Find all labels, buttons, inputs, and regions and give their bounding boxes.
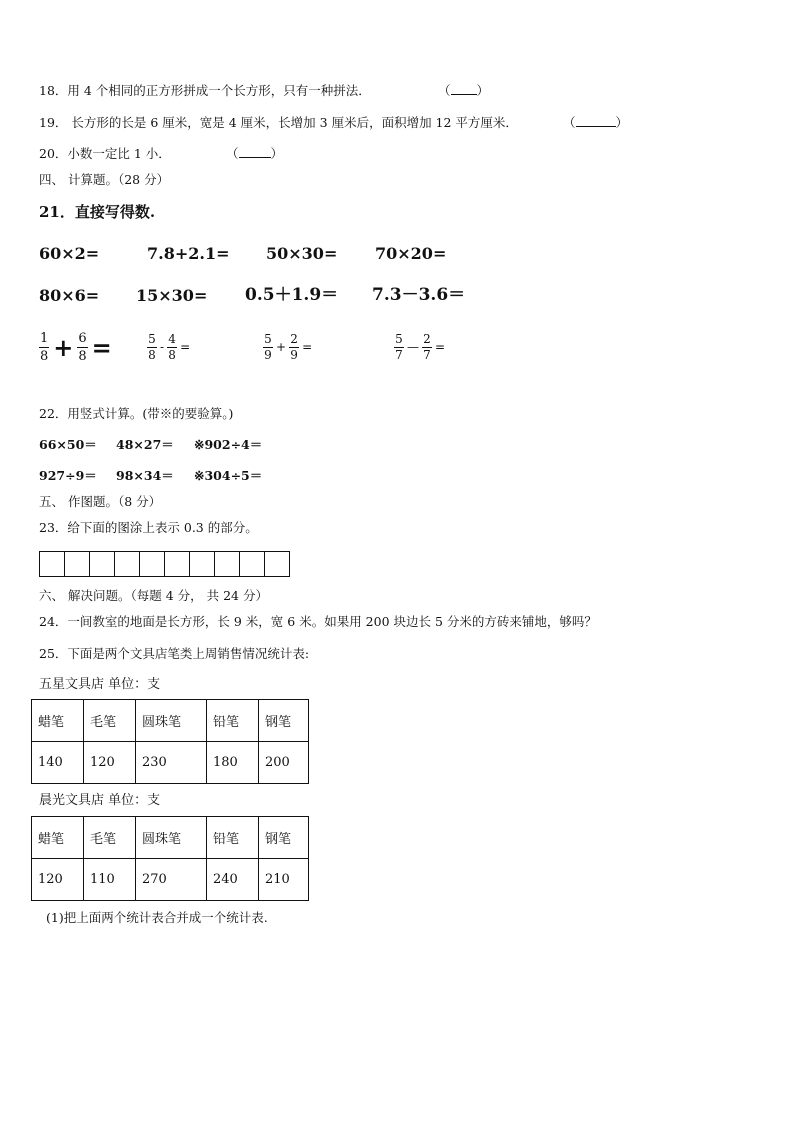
equals-sign: = [180, 340, 191, 354]
question-20-answer-slot[interactable]: （ ） [226, 146, 284, 161]
fraction-expression [38, 325, 115, 369]
table-header-row [32, 700, 309, 742]
vertical-calc-item: ※902÷4＝ [194, 437, 263, 452]
store1-table [31, 699, 309, 784]
fraction: $\frac{4}{8}$ [168, 331, 176, 362]
fraction: $\frac{6}{8}$ [78, 330, 87, 364]
value-cell: 120 [84, 742, 136, 784]
calc-item: 0.5＋1.9＝ [245, 285, 339, 305]
calc-item: 70×20= [375, 244, 447, 263]
header-cell: 蜡笔 [32, 700, 84, 742]
header-cell: 毛笔 [84, 700, 136, 742]
table-header-row [32, 817, 309, 859]
header-cell: 钢笔 [259, 817, 309, 859]
fraction: $\frac{5}{7}$ [395, 331, 403, 362]
fraction: $\frac{5}{9}$ [264, 331, 272, 362]
store2-caption: 晨光文具店 单位：支 [39, 793, 161, 808]
vertical-calc-item: 98×34＝ [116, 468, 174, 483]
value-cell: 200 [259, 742, 309, 784]
value-cell: 140 [32, 742, 84, 784]
calc-item: 60×2= [39, 244, 100, 263]
header-cell: 钢笔 [259, 700, 309, 742]
grid-cell[interactable] [264, 551, 290, 577]
grid-cell[interactable] [214, 551, 240, 577]
question-25-text: 25．下面是两个文具店笔类上周销售情况统计表: [39, 646, 310, 661]
fraction-expression [262, 325, 314, 369]
grid-cell[interactable] [189, 551, 215, 577]
store1-caption: 五星文具店 单位：支 [39, 677, 161, 692]
vertical-calc-item: 927÷9＝ [39, 468, 97, 483]
header-cell: 蜡笔 [32, 817, 84, 859]
fraction: $\frac{5}{8}$ [148, 331, 156, 362]
section-4-heading: 四、 计算题。（28 分） [39, 172, 170, 187]
question-18-text: 18．用 4 个相同的正方形拼成一个长方形，只有一种拼法． [39, 83, 371, 98]
value-cell: 270 [136, 859, 207, 901]
question-20-text: 20．小数一定比 1 小． [39, 146, 171, 161]
vertical-calc-item: 66×50＝ [39, 437, 97, 452]
operator: — [407, 340, 419, 354]
question-18-answer-slot[interactable]: （ ） [438, 83, 490, 98]
grid-cell[interactable] [39, 551, 65, 577]
fraction: $\frac{2}{9}$ [290, 331, 298, 362]
header-cell: 圆珠笔 [136, 817, 207, 859]
header-cell: 铅笔 [207, 817, 259, 859]
header-cell: 铅笔 [207, 700, 259, 742]
value-cell: 120 [32, 859, 84, 901]
operator: - [160, 340, 165, 354]
value-cell: 110 [84, 859, 136, 901]
grid-cell[interactable] [164, 551, 190, 577]
operator: + [53, 332, 74, 362]
grid-cell[interactable] [139, 551, 165, 577]
operator: + [276, 340, 287, 354]
question-19-text: 19． 长方形的长是 6 厘米，宽是 4 厘米，长增加 3 厘米后，面积增加 12 平方厘米． [39, 115, 518, 130]
calc-item: 80×6= [39, 286, 100, 305]
fraction: $\frac{2}{7}$ [423, 331, 431, 362]
question-19 [39, 115, 518, 131]
question-20 [39, 146, 171, 162]
value-cell: 230 [136, 742, 207, 784]
equals-sign: = [435, 340, 446, 354]
grid-cell[interactable] [89, 551, 115, 577]
table-row [32, 742, 309, 784]
fraction-expression [393, 325, 447, 369]
question-24-text: 24．一间教室的地面是长方形，长 9 米，宽 6 米。如果用 200 块边长 5 分米的方砖来铺地，够吗？ [39, 614, 597, 629]
grid-cell[interactable] [114, 551, 140, 577]
shading-grid [40, 551, 290, 577]
header-cell: 圆珠笔 [136, 700, 207, 742]
store2-table [31, 816, 309, 901]
section-6-heading: 六、 解决问题。（每题 4 分， 共 24 分） [39, 588, 268, 603]
equals-sign: = [302, 340, 313, 354]
calc-item: 7.3－3.6＝ [372, 285, 466, 305]
answer-blank[interactable] [576, 115, 616, 127]
question-25-sub-1: (1)把上面两个统计表合并成一个统计表. [46, 910, 268, 925]
calc-item: 15×30= [136, 286, 208, 305]
value-cell: 240 [207, 859, 259, 901]
equals-sign: = [91, 332, 112, 362]
question-22-title: 22．用竖式计算。(带※的要验算。) [39, 406, 234, 421]
question-23-text: 23．给下面的图涂上表示 0.3 的部分。 [39, 520, 258, 535]
calc-item: 7.8+2.1= [147, 244, 230, 263]
value-cell: 210 [259, 859, 309, 901]
question-18 [39, 83, 371, 99]
calc-item: 50×30= [266, 244, 338, 263]
answer-blank[interactable] [451, 83, 477, 95]
fraction-expression [146, 325, 192, 369]
header-cell: 毛笔 [84, 817, 136, 859]
vertical-calc-item: ※304÷5＝ [194, 468, 263, 483]
question-21-title: 21．直接写得数. [39, 203, 156, 221]
vertical-calc-item: 48×27＝ [116, 437, 174, 452]
fraction: $\frac{1}{8}$ [40, 330, 49, 364]
value-cell: 180 [207, 742, 259, 784]
table-row [32, 859, 309, 901]
grid-cell[interactable] [64, 551, 90, 577]
question-19-answer-slot[interactable]: （ ） [563, 115, 629, 130]
answer-blank[interactable] [239, 146, 271, 158]
grid-cell[interactable] [239, 551, 265, 577]
section-5-heading: 五、 作图题。（8 分） [39, 494, 162, 509]
